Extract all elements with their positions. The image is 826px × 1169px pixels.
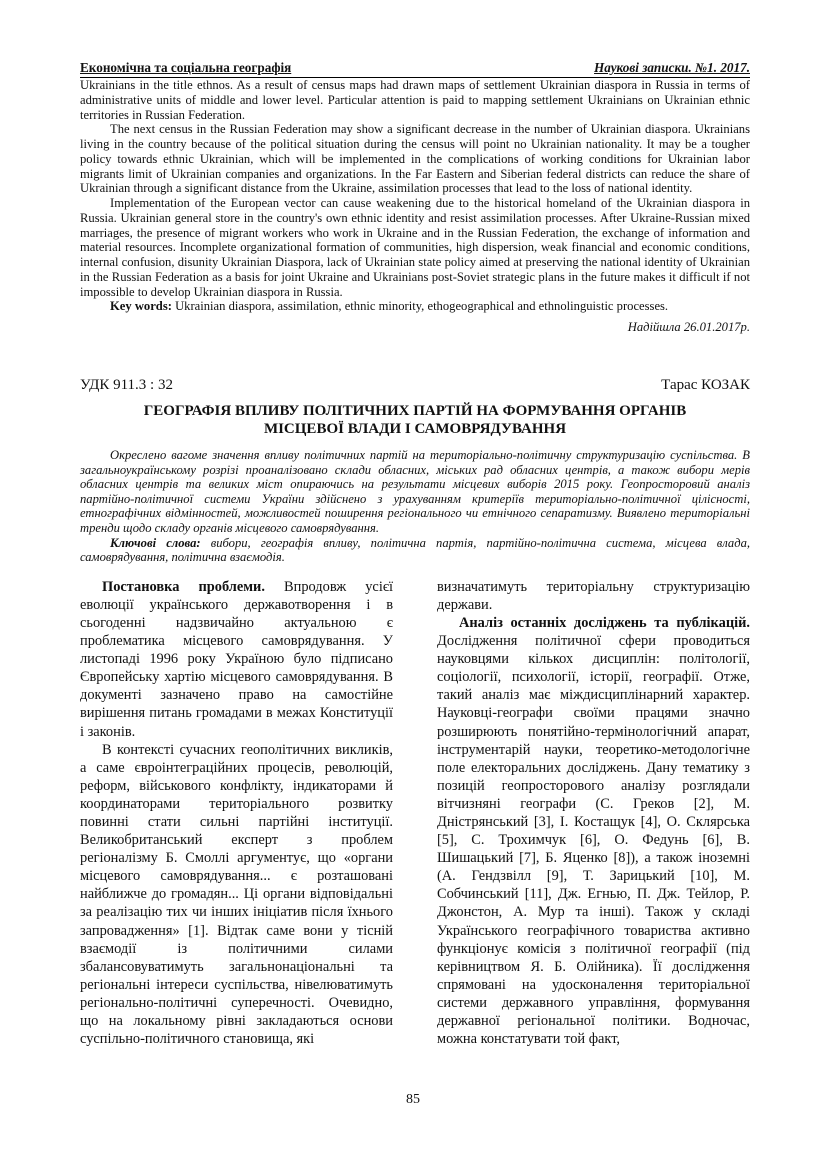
header-journal-issue: Наукові записки. №1. 2017. xyxy=(594,60,750,75)
left-column xyxy=(80,578,393,1048)
page-number: 85 xyxy=(406,1092,420,1107)
keywords-text: вибори, географія впливу, політична партія, партійно-політична система, місцева влада, самоврядування, політична взаємодія. xyxy=(80,535,751,565)
author-name: Тарас КОЗАК xyxy=(661,377,750,393)
english-abstract xyxy=(80,78,750,335)
article-meta xyxy=(80,376,750,394)
title-line: МІСЦЕВОЇ ВЛАДИ І САМОВРЯДУВАННЯ xyxy=(263,421,567,437)
body-paragraph xyxy=(80,578,393,741)
abstract-paragraph: The next census in the Russian Federation may show a significant decrease in the number of Ukrainian diaspora. Ukrainians living in the country because of the political situation during the census will point no Ukrainian nationality. It may be a tougher policy towards ethnic Ukrainian, which will be implemented in the complications of working conditions for Ukrainian labor migrants limit of Ukrainian companies and organizations. In the Far Eastern and Siberian federal districts can reduce the share of Ukrainian through a significant distance from the Ukraine, assimilation processes that lead to the loss of national identity. xyxy=(80,122,750,196)
paragraph-text: Дослідження політичної сфери проводиться науковцями кількох дисциплін: політології, соціології, психології, історії, географії. Отже, такий аналіз має міждисциплінарний характер. Науковці-географи своїми працями значно розширюють понятійно-термінологічний апарат, інструментарій науки, теоретико-методологічне поле електоральних досліджень. Дану тематику з позицій геопросторового аналізу розглядали вітчизняні географи (С. Греков [2], М. Дністрянський [3], І. Костащук [4], О. Склярська [5], С. Трохимчук [6], О. Федунь [6], В. Шишацький [7], Б. Яценко [8]), а також іноземні (А. Гендзвілл [9], Т. Зарицький [10], М. Собчинський [11], Дж. Егнью, П. Дж. Тейлор, Р. Джонстон, А. Мур та інші). Також у складі Українського географічного товариства активно функціонує комісія з політичної географії (під керівництвом Я. Б. Олійника). Її дослідження спрямовані на удосконалення територіальної системи державного управління, формування державної регіональної політики. Водночас, можна констатувати той факт, xyxy=(437,633,750,1048)
page xyxy=(80,60,750,1048)
received-date: Надійшла 26.01.2017р. xyxy=(627,320,750,334)
body-paragraph: визначатимуть територіальну структуризацію держави. xyxy=(437,578,750,613)
abstract-keywords xyxy=(80,299,750,314)
body-paragraph: В контексті сучасних геополітичних викликів, а саме євроінтеграційних процесів, революцій, реформ, військового конфлікту, індикаторами й координаторами територіального розвитку повинні стати сильні партійні інституції. Великобританський експерт з проблем регіоналізму Б. Смоллі аргументує, що «органи місцевого самоврядування... є розташовані найближче до громадян... Ці органи відповідальні за реалізацію тих чи інших ініціатив після їхнього запровадження» [1]. Відтак саме вони у тісній взаємодії із політичними силами збалансовуватимуть загальнонаціональні та регіональні інтереси суспільства, нівелюватимуть регіонально-політичні суперечності. Очевидно, що на локальному рівні закладаються основи суспільно-політичного становища, які xyxy=(80,741,393,1048)
paragraph-text: Впродовж усієї еволюції українського державотворення і в сьогоденні надзвичайно актуальною є проблематика місцевого самоврядування. У листопаді 1996 року Україною було підписано Європейську хартію місцевого самоврядування. В документі зазначено право на самостійне вирішення питань громадами в межах Конституції і законів. xyxy=(80,578,393,740)
abstract-paragraph: Ukrainians in the title ethnos. As a result of census maps had drawn maps of settlement Ukrainian diaspora in Russia in terms of administrative units of middle and lower level. Particular attention is paid to mapping settlement Ukrainians on Ukrainian ethnic territories in Russian Federation. xyxy=(80,78,750,122)
annotation-keywords xyxy=(80,536,750,565)
running-header xyxy=(80,60,750,78)
abstract-paragraph: Implementation of the European vector can cause weakening due to the historical homeland of the Ukrainian diaspora in Russia. Ukrainian general store in the country's own ethnic identity and resist assimilation processes. After Ukraine-Russian mixed marriages, the presence of migrant workers who work in Ukraine and in the Russian Federation, the exchange of information and material resources. Incomplete organizational formation of communities, high dispersion, weak financial and economic conditions, internal confusion, disunity Ukrainian Diaspora, lack of Ukrainian state policy aimed at preserving the national identity of Ukrainian in the Russian Federation as a basis for joint Ukraine and Ukrainians post-Soviet strategic plans in the future makes it difficult if not impossible to develop Ukrainian diaspora in Russia. xyxy=(80,196,750,299)
section-heading: Аналіз останніх досліджень та публікацій. xyxy=(459,614,750,631)
section-heading: Постановка проблеми. xyxy=(102,578,265,595)
annotation-text: Окреслено вагоме значення впливу політичних партій на територіально-політичну структуризацію суспільства. В загальноукраїнському розрізі проаналізовано склади обласних, міських рад обласних центрів, а також вибори мерів обласних центрів та великих міст опираючись на результати місцевих виборів 2015 року. Геопросторовий аналіз партійно-політичної системи України здійснено з урахуванням критеріїв територіально-політичної цілісності, етнографічних відмінностей, можливостей поширення регіонального чи етнічного сепаратизму. Виявлено територіальні тренди щодо складу органів місцевого самоврядування. xyxy=(80,448,750,535)
keywords-label: Key words: xyxy=(110,299,172,314)
body-paragraph xyxy=(437,614,750,1048)
title-line: ГЕОГРАФІЯ ВПЛИВУ ПОЛІТИЧНИХ ПАРТІЙ НА ФОРМУВАННЯ ОРГАНІВ xyxy=(143,403,687,419)
keywords-text: Ukrainian diaspora, assimilation, ethnic minority, ethogeographical and ethnolinguistic processes. xyxy=(171,299,669,314)
keywords-label: Ключові слова: xyxy=(110,535,201,550)
article-annotation xyxy=(80,448,750,565)
udk-code: УДК 911.3 : 32 xyxy=(80,377,173,393)
right-column xyxy=(437,578,750,1048)
article-title xyxy=(80,402,750,438)
header-section-title: Економічна та соціальна географія xyxy=(80,60,292,75)
body-columns xyxy=(80,578,750,1048)
